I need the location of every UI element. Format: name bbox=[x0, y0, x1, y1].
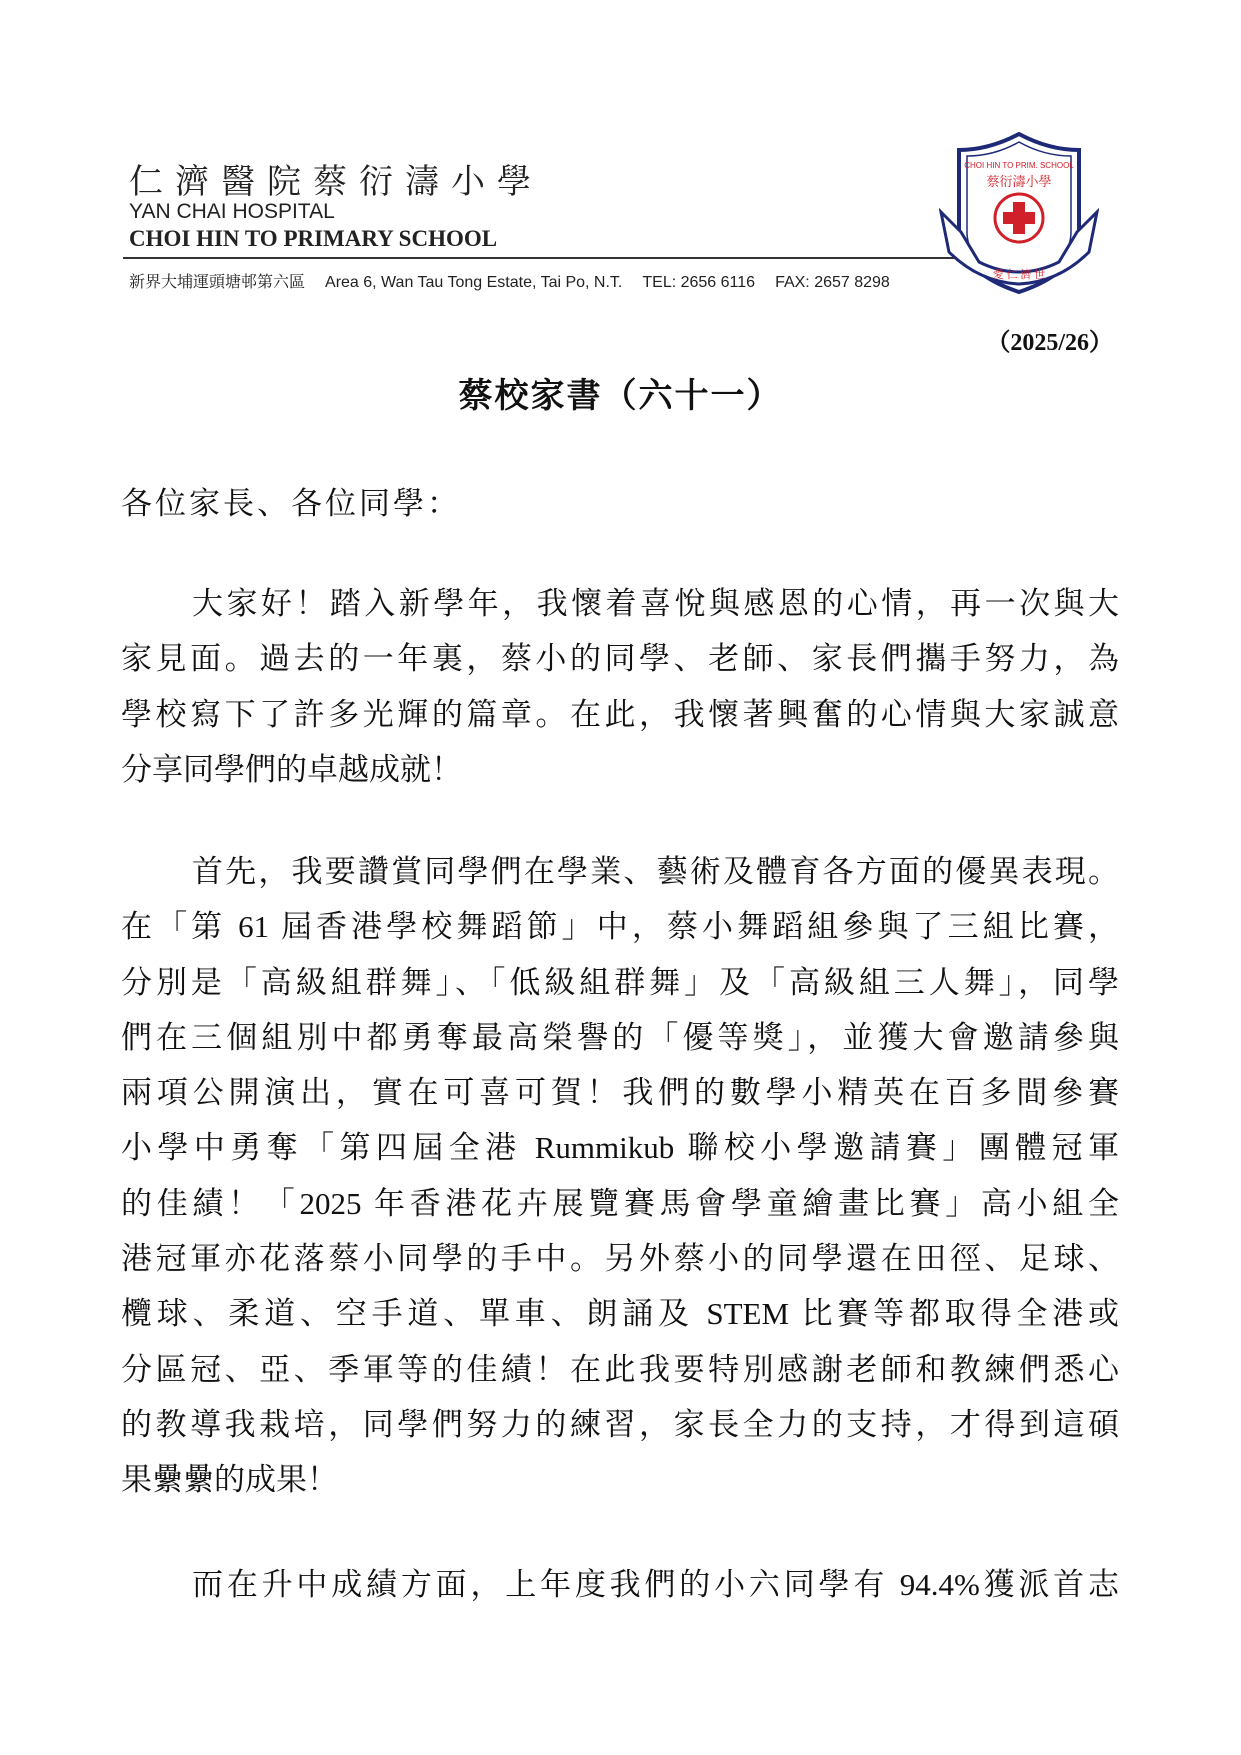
fax: FAX: 2657 8298 bbox=[775, 274, 890, 291]
text-line: 分別是「高級組群舞」、「低級組群舞」及「高級組三人舞」，同學 bbox=[121, 964, 1119, 1000]
text-line: 欖球、柔道、空手道、單車、朗誦及 STEM 比賽等都取得全港或 bbox=[121, 1296, 1119, 1332]
text-line: 分享同學們的卓越成就！ bbox=[121, 751, 462, 787]
address-chinese: 新界大埔運頭塘邨第六區 bbox=[129, 274, 306, 291]
text-line: 大家好！踏入新學年，我懷着喜悅與感恩的心情，再一次與大 bbox=[192, 586, 1119, 621]
text-line: 而在升中成績方面，上年度我們的小六同學有 94.4%獲派首志 bbox=[192, 1567, 1119, 1602]
svg-text:CHOI HIN TO PRIM. SCHOOL: CHOI HIN TO PRIM. SCHOOL bbox=[964, 161, 1074, 170]
text-line: 在「第 61 屆香港學校舞蹈節」中，蔡小舞蹈組參與了三組比賽， bbox=[121, 909, 1119, 945]
text-line: 果纍纍的成果！ bbox=[121, 1462, 338, 1498]
salutation: 各位家長、各位同學： bbox=[121, 486, 461, 521]
paragraph-1 bbox=[121, 576, 1119, 797]
text-line: 兩項公開演出，實在可喜可賀！我們的數學小精英在百多間參賽 bbox=[121, 1075, 1119, 1111]
svg-text:愛 仁 濟 世: 愛 仁 濟 世 bbox=[992, 269, 1046, 281]
text-line: 小學中勇奪「第四屆全港 Rummikub 聯校小學邀請賽」團體冠軍 bbox=[121, 1130, 1119, 1166]
school-name-english-line1: YAN CHAI HOSPITAL bbox=[129, 200, 335, 223]
paragraph-2 bbox=[121, 844, 1119, 1508]
text-line: 的教導我栽培，同學們努力的練習，家長全力的支持，才得到這碩 bbox=[121, 1406, 1119, 1442]
letterhead-divider bbox=[123, 257, 961, 259]
paragraph-3 bbox=[121, 1557, 1119, 1612]
text-line: 學校寫下了許多光輝的篇章。在此，我懷著興奮的心情與大家誠意 bbox=[121, 696, 1119, 732]
svg-text:蔡衍濤小學: 蔡衍濤小學 bbox=[986, 174, 1052, 189]
school-name-chinese: 仁濟醫院蔡衍濤小學 bbox=[129, 163, 543, 201]
school-crest-logo bbox=[939, 132, 1099, 298]
letter-title: 蔡校家書（六十一） bbox=[458, 378, 783, 415]
text-line: 們在三個組別中都勇奪最高榮譽的「優等獎」，並獲大會邀請參與 bbox=[121, 1019, 1119, 1055]
text-line: 家見面。過去的一年裏，蔡小的同學、老師、家長們攜手努力，為 bbox=[121, 641, 1119, 677]
text-line: 港冠軍亦花落蔡小同學的手中。另外蔡小的同學還在田徑、足球、 bbox=[121, 1241, 1119, 1277]
telephone: TEL: 2656 6116 bbox=[642, 274, 756, 291]
text-line: 的佳績！「2025 年香港花卉展覽賽馬會學童繪畫比賽」高小組全 bbox=[121, 1185, 1119, 1221]
address-english: Area 6, Wan Tau Tong Estate, Tai Po, N.T. bbox=[325, 274, 623, 291]
school-year: （2025/26） bbox=[986, 330, 1113, 356]
letterhead-address bbox=[129, 269, 910, 292]
text-line: 分區冠、亞、季軍等的佳績！在此我要特別感謝老師和教練們悉心 bbox=[121, 1351, 1119, 1387]
school-name-english-line2: CHOI HIN TO PRIMARY SCHOOL bbox=[129, 226, 498, 251]
text-line: 首先，我要讚賞同學們在學業、藝術及體育各方面的優異表現。 bbox=[192, 854, 1119, 889]
